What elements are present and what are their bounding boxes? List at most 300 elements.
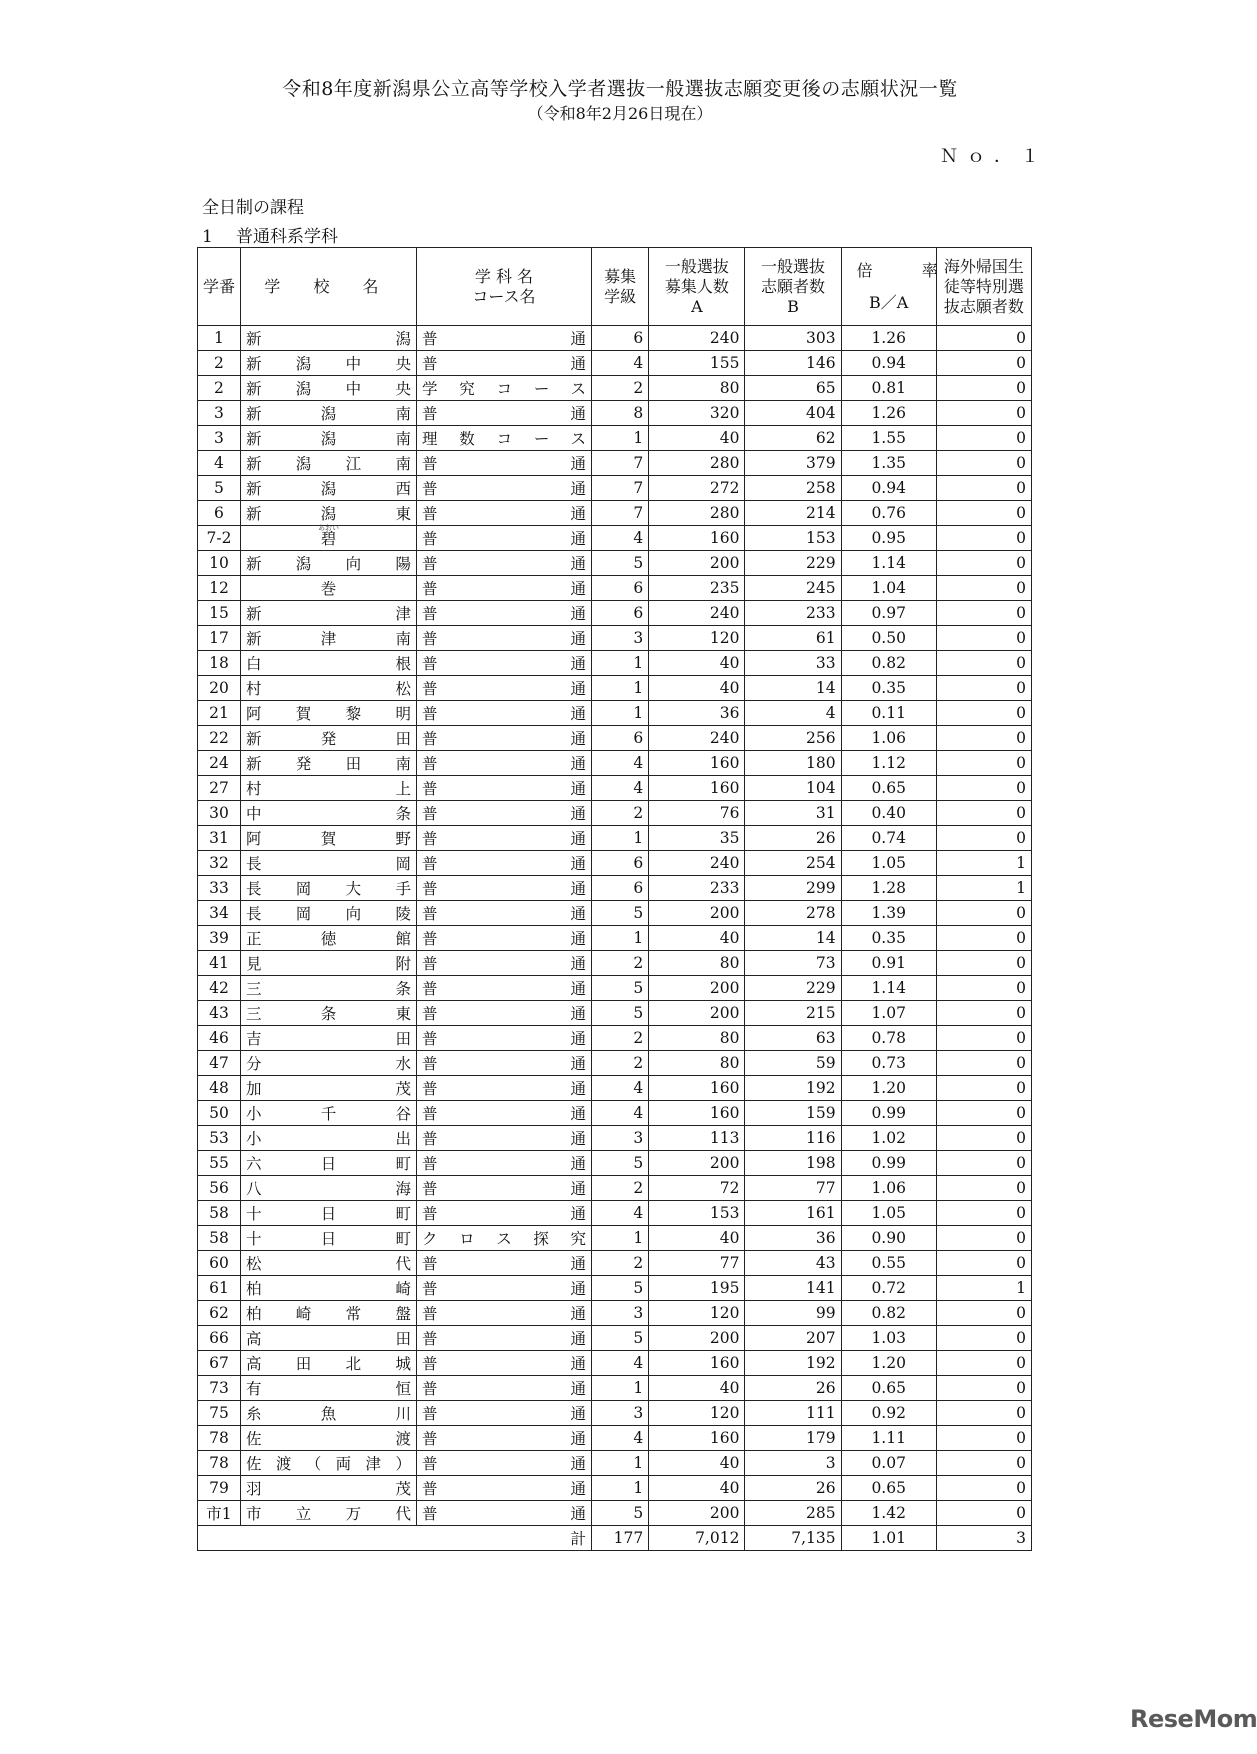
table-row bbox=[198, 876, 1032, 901]
cell-capacity: 40 bbox=[649, 426, 745, 451]
cell-no: 58 bbox=[198, 1226, 241, 1251]
cell-capacity: 36 bbox=[649, 701, 745, 726]
cell-applicants: 146 bbox=[745, 351, 841, 376]
cell-school: 市立万代 bbox=[240, 1501, 416, 1526]
cell-rate: 0.74 bbox=[841, 826, 936, 851]
cell-rate: 1.06 bbox=[841, 726, 936, 751]
cell-no: 30 bbox=[198, 801, 241, 826]
cell-school: 小出 bbox=[240, 1126, 416, 1151]
course-type-heading: 全日制の課程 bbox=[202, 198, 304, 218]
cell-classes: 5 bbox=[591, 1151, 648, 1176]
cell-subject: 普通 bbox=[416, 1326, 591, 1351]
column-header-subject-line1: 学 科 名 bbox=[474, 266, 534, 286]
cell-classes: 5 bbox=[591, 551, 648, 576]
cell-subject: 理数コース bbox=[416, 426, 591, 451]
cell-classes: 1 bbox=[591, 1376, 648, 1401]
cell-overseas: 0 bbox=[936, 476, 1031, 501]
cell-no: 32 bbox=[198, 851, 241, 876]
column-header-classes-line2: 学級 bbox=[604, 286, 637, 306]
cell-school: 十日町 bbox=[240, 1201, 416, 1226]
cell-rate: 0.95 bbox=[841, 526, 936, 551]
cell-overseas: 0 bbox=[936, 1476, 1031, 1501]
cell-subject: 普通 bbox=[416, 951, 591, 976]
cell-capacity: 240 bbox=[649, 326, 745, 351]
cell-classes: 1 bbox=[591, 826, 648, 851]
cell-applicants: 111 bbox=[745, 1401, 841, 1426]
table-row bbox=[198, 976, 1032, 1001]
cell-classes: 3 bbox=[591, 1401, 648, 1426]
cell-overseas: 0 bbox=[936, 326, 1031, 351]
table-row bbox=[198, 1376, 1032, 1401]
cell-classes: 7 bbox=[591, 451, 648, 476]
table-row bbox=[198, 1426, 1032, 1451]
table-row bbox=[198, 576, 1032, 601]
cell-school: 加茂 bbox=[240, 1076, 416, 1101]
cell-rate: 1.04 bbox=[841, 576, 936, 601]
cell-applicants: 14 bbox=[745, 926, 841, 951]
cell-subject: 普通 bbox=[416, 401, 591, 426]
cell-capacity: 160 bbox=[649, 776, 745, 801]
column-header-applicants-line3: B bbox=[787, 296, 799, 316]
cell-rate: 1.07 bbox=[841, 1001, 936, 1026]
table-row bbox=[198, 476, 1032, 501]
table-row bbox=[198, 851, 1032, 876]
cell-overseas: 0 bbox=[936, 1426, 1031, 1451]
school-name: 碧 bbox=[320, 530, 337, 548]
cell-no: 4 bbox=[198, 451, 241, 476]
column-header-rate bbox=[841, 248, 960, 326]
totals-capacity: 7,012 bbox=[649, 1526, 745, 1551]
cell-overseas: 0 bbox=[936, 901, 1031, 926]
cell-no: 3 bbox=[198, 426, 241, 451]
cell-applicants: 59 bbox=[745, 1051, 841, 1076]
cell-school bbox=[240, 526, 416, 551]
cell-school: 松代 bbox=[240, 1251, 416, 1276]
cell-overseas: 0 bbox=[936, 776, 1031, 801]
cell-no: 33 bbox=[198, 876, 241, 901]
cell-capacity: 240 bbox=[649, 851, 745, 876]
cell-subject: 普通 bbox=[416, 526, 591, 551]
cell-applicants: 229 bbox=[745, 551, 841, 576]
cell-rate: 0.91 bbox=[841, 951, 936, 976]
column-header-rate-line1: 倍 率 bbox=[856, 260, 960, 280]
cell-overseas: 0 bbox=[936, 1126, 1031, 1151]
cell-no: 15 bbox=[198, 601, 241, 626]
cell-overseas: 0 bbox=[936, 1101, 1031, 1126]
column-header-capacity-line2: 募集人数 bbox=[664, 276, 729, 296]
cell-rate: 0.65 bbox=[841, 1376, 936, 1401]
cell-classes: 4 bbox=[591, 1426, 648, 1451]
department-heading bbox=[202, 222, 338, 247]
cell-capacity: 240 bbox=[649, 601, 745, 626]
cell-rate: 0.90 bbox=[841, 1226, 936, 1251]
cell-school: 阿賀野 bbox=[240, 826, 416, 851]
cell-subject: 普通 bbox=[416, 1351, 591, 1376]
cell-rate: 0.11 bbox=[841, 701, 936, 726]
table-row bbox=[198, 926, 1032, 951]
cell-applicants: 4 bbox=[745, 701, 841, 726]
table-row bbox=[198, 1276, 1032, 1301]
cell-applicants: 192 bbox=[745, 1351, 841, 1376]
cell-applicants: 180 bbox=[745, 751, 841, 776]
applicant-status-table bbox=[197, 247, 1032, 1551]
cell-overseas: 0 bbox=[936, 1026, 1031, 1051]
cell-rate: 0.82 bbox=[841, 1301, 936, 1326]
cell-applicants: 214 bbox=[745, 501, 841, 526]
cell-subject: 普通 bbox=[416, 1126, 591, 1151]
cell-capacity: 80 bbox=[649, 376, 745, 401]
table-row bbox=[198, 326, 1032, 351]
cell-classes: 2 bbox=[591, 801, 648, 826]
cell-capacity: 120 bbox=[649, 1401, 745, 1426]
cell-overseas: 0 bbox=[936, 1226, 1031, 1251]
cell-no: 78 bbox=[198, 1451, 241, 1476]
table-header-row bbox=[198, 248, 1032, 326]
table-row bbox=[198, 426, 1032, 451]
table-row bbox=[198, 1476, 1032, 1501]
cell-school: 佐渡 bbox=[240, 1426, 416, 1451]
cell-school: 小千谷 bbox=[240, 1101, 416, 1126]
cell-subject: 普通 bbox=[416, 1201, 591, 1226]
cell-subject: 普通 bbox=[416, 476, 591, 501]
table-row bbox=[198, 1351, 1032, 1376]
cell-subject: 普通 bbox=[416, 601, 591, 626]
cell-no: 56 bbox=[198, 1176, 241, 1201]
column-header-applicants-line2: 志願者数 bbox=[761, 276, 826, 296]
cell-overseas: 0 bbox=[936, 451, 1031, 476]
cell-overseas: 0 bbox=[936, 1401, 1031, 1426]
cell-overseas: 0 bbox=[936, 651, 1031, 676]
cell-classes: 1 bbox=[591, 426, 648, 451]
cell-no: 58 bbox=[198, 1201, 241, 1226]
cell-school: 見附 bbox=[240, 951, 416, 976]
cell-no: 41 bbox=[198, 951, 241, 976]
cell-capacity: 160 bbox=[649, 526, 745, 551]
cell-school: 有恒 bbox=[240, 1376, 416, 1401]
cell-capacity: 160 bbox=[649, 1426, 745, 1451]
cell-overseas: 0 bbox=[936, 601, 1031, 626]
cell-no: 市1 bbox=[198, 1501, 241, 1526]
table-row bbox=[198, 826, 1032, 851]
cell-subject: 普通 bbox=[416, 1476, 591, 1501]
cell-classes: 4 bbox=[591, 1076, 648, 1101]
cell-subject: 普通 bbox=[416, 726, 591, 751]
cell-rate: 0.40 bbox=[841, 801, 936, 826]
cell-school: 新潟中央 bbox=[240, 351, 416, 376]
cell-no: 17 bbox=[198, 626, 241, 651]
cell-no: 43 bbox=[198, 1001, 241, 1026]
cell-no: 3 bbox=[198, 401, 241, 426]
cell-capacity: 235 bbox=[649, 576, 745, 601]
cell-subject: 普通 bbox=[416, 351, 591, 376]
cell-school: 新潟江南 bbox=[240, 451, 416, 476]
cell-school: 阿賀黎明 bbox=[240, 701, 416, 726]
cell-no: 5 bbox=[198, 476, 241, 501]
cell-classes: 4 bbox=[591, 1351, 648, 1376]
cell-no: 66 bbox=[198, 1326, 241, 1351]
department-number: 1 bbox=[202, 227, 213, 247]
cell-rate: 1.05 bbox=[841, 1201, 936, 1226]
cell-subject: 普通 bbox=[416, 701, 591, 726]
cell-no: 42 bbox=[198, 976, 241, 1001]
cell-applicants: 245 bbox=[745, 576, 841, 601]
cell-no: 67 bbox=[198, 1351, 241, 1376]
cell-no: 1 bbox=[198, 326, 241, 351]
cell-overseas: 0 bbox=[936, 676, 1031, 701]
cell-classes: 2 bbox=[591, 951, 648, 976]
column-header-overseas-line3: 抜志願者数 bbox=[943, 296, 1024, 316]
table-row bbox=[198, 651, 1032, 676]
cell-capacity: 40 bbox=[649, 676, 745, 701]
table-row bbox=[198, 1026, 1032, 1051]
column-header-overseas bbox=[936, 248, 1031, 326]
cell-school: 長岡大手 bbox=[240, 876, 416, 901]
table-row bbox=[198, 1126, 1032, 1151]
cell-no: 39 bbox=[198, 926, 241, 951]
cell-no: 21 bbox=[198, 701, 241, 726]
cell-classes: 5 bbox=[591, 901, 648, 926]
cell-applicants: 31 bbox=[745, 801, 841, 826]
cell-no: 55 bbox=[198, 1151, 241, 1176]
cell-school: 吉田 bbox=[240, 1026, 416, 1051]
table-row bbox=[198, 1451, 1032, 1476]
cell-classes: 6 bbox=[591, 851, 648, 876]
cell-rate: 1.39 bbox=[841, 901, 936, 926]
cell-no: 50 bbox=[198, 1101, 241, 1126]
cell-applicants: 65 bbox=[745, 376, 841, 401]
cell-school: 三条 bbox=[240, 976, 416, 1001]
table-row bbox=[198, 401, 1032, 426]
cell-rate: 0.92 bbox=[841, 1401, 936, 1426]
cell-capacity: 120 bbox=[649, 626, 745, 651]
table-row bbox=[198, 1401, 1032, 1426]
table-row bbox=[198, 1051, 1032, 1076]
cell-subject: 普通 bbox=[416, 1051, 591, 1076]
column-header-subject-line2: コース名 bbox=[472, 286, 536, 306]
cell-classes: 4 bbox=[591, 526, 648, 551]
cell-applicants: 62 bbox=[745, 426, 841, 451]
cell-school: 佐渡（両津） bbox=[240, 1451, 416, 1476]
table-row bbox=[198, 1326, 1032, 1351]
cell-rate: 0.99 bbox=[841, 1151, 936, 1176]
cell-subject: 普通 bbox=[416, 1426, 591, 1451]
cell-rate: 1.14 bbox=[841, 976, 936, 1001]
cell-capacity: 80 bbox=[649, 1051, 745, 1076]
cell-classes: 4 bbox=[591, 751, 648, 776]
table-row bbox=[198, 1301, 1032, 1326]
cell-school: 新津 bbox=[240, 601, 416, 626]
cell-rate: 0.94 bbox=[841, 351, 936, 376]
cell-subject: 普通 bbox=[416, 1076, 591, 1101]
cell-rate: 1.05 bbox=[841, 851, 936, 876]
cell-school: 新潟中央 bbox=[240, 376, 416, 401]
cell-overseas: 0 bbox=[936, 551, 1031, 576]
table-row bbox=[198, 1001, 1032, 1026]
cell-classes: 3 bbox=[591, 1301, 648, 1326]
cell-rate: 1.11 bbox=[841, 1426, 936, 1451]
cell-classes: 1 bbox=[591, 1451, 648, 1476]
cell-no: 60 bbox=[198, 1251, 241, 1276]
cell-rate: 1.42 bbox=[841, 1501, 936, 1526]
cell-subject: 普通 bbox=[416, 801, 591, 826]
cell-classes: 6 bbox=[591, 326, 648, 351]
cell-classes: 7 bbox=[591, 501, 648, 526]
cell-applicants: 14 bbox=[745, 676, 841, 701]
page-number: Ｎｏ．１ bbox=[940, 146, 1048, 167]
cell-applicants: 116 bbox=[745, 1126, 841, 1151]
cell-capacity: 320 bbox=[649, 401, 745, 426]
cell-overseas: 0 bbox=[936, 376, 1031, 401]
cell-subject: 普通 bbox=[416, 626, 591, 651]
cell-subject: 普通 bbox=[416, 851, 591, 876]
cell-classes: 3 bbox=[591, 626, 648, 651]
cell-classes: 2 bbox=[591, 1026, 648, 1051]
cell-applicants: 153 bbox=[745, 526, 841, 551]
cell-capacity: 280 bbox=[649, 501, 745, 526]
cell-capacity: 80 bbox=[649, 951, 745, 976]
cell-classes: 1 bbox=[591, 701, 648, 726]
cell-applicants: 77 bbox=[745, 1176, 841, 1201]
cell-school: 高田北城 bbox=[240, 1351, 416, 1376]
column-header-classes-line1: 募集 bbox=[604, 266, 637, 286]
table-row bbox=[198, 801, 1032, 826]
cell-no: 22 bbox=[198, 726, 241, 751]
cell-applicants: 159 bbox=[745, 1101, 841, 1126]
cell-classes: 6 bbox=[591, 576, 648, 601]
cell-school: 村上 bbox=[240, 776, 416, 801]
cell-no: 20 bbox=[198, 676, 241, 701]
resemom-watermark-logo: ReseMom bbox=[1130, 1705, 1257, 1733]
cell-rate: 0.78 bbox=[841, 1026, 936, 1051]
cell-applicants: 299 bbox=[745, 876, 841, 901]
cell-subject: 普通 bbox=[416, 1176, 591, 1201]
cell-classes: 6 bbox=[591, 726, 648, 751]
cell-overseas: 0 bbox=[936, 1076, 1031, 1101]
cell-applicants: 36 bbox=[745, 1226, 841, 1251]
school-name: 巻 bbox=[320, 580, 337, 598]
column-header-classes bbox=[591, 248, 648, 326]
cell-capacity: 40 bbox=[649, 651, 745, 676]
cell-applicants: 254 bbox=[745, 851, 841, 876]
cell-subject: 普通 bbox=[416, 1376, 591, 1401]
cell-classes: 2 bbox=[591, 1251, 648, 1276]
cell-subject: 普通 bbox=[416, 326, 591, 351]
cell-subject: クロス探究 bbox=[416, 1226, 591, 1251]
cell-no: 48 bbox=[198, 1076, 241, 1101]
cell-school: 新発田南 bbox=[240, 751, 416, 776]
cell-rate: 1.14 bbox=[841, 551, 936, 576]
column-header-overseas-line2: 徒等特別選 bbox=[943, 276, 1024, 296]
cell-school: 新潟西 bbox=[240, 476, 416, 501]
cell-rate: 1.35 bbox=[841, 451, 936, 476]
cell-subject: 普通 bbox=[416, 1301, 591, 1326]
totals-rate: 1.01 bbox=[841, 1526, 936, 1551]
cell-rate: 1.20 bbox=[841, 1076, 936, 1101]
cell-capacity: 200 bbox=[649, 1326, 745, 1351]
cell-school: 新潟向陽 bbox=[240, 551, 416, 576]
column-header-school: 学 校 名 bbox=[240, 248, 416, 326]
cell-capacity: 40 bbox=[649, 1476, 745, 1501]
cell-no: 7-2 bbox=[198, 526, 241, 551]
cell-school: 新潟東 bbox=[240, 501, 416, 526]
cell-school bbox=[240, 576, 416, 601]
school-ruby: あおい bbox=[317, 524, 339, 532]
cell-overseas: 0 bbox=[936, 726, 1031, 751]
cell-overseas: 0 bbox=[936, 1176, 1031, 1201]
cell-no: 78 bbox=[198, 1426, 241, 1451]
cell-school: 羽茂 bbox=[240, 1476, 416, 1501]
cell-subject: 普通 bbox=[416, 1451, 591, 1476]
cell-overseas: 0 bbox=[936, 526, 1031, 551]
cell-overseas: 1 bbox=[936, 851, 1031, 876]
cell-subject: 普通 bbox=[416, 1276, 591, 1301]
cell-capacity: 240 bbox=[649, 726, 745, 751]
column-header-subject bbox=[416, 248, 591, 326]
cell-no: 46 bbox=[198, 1026, 241, 1051]
cell-school: 新津南 bbox=[240, 626, 416, 651]
table-row bbox=[198, 501, 1032, 526]
cell-classes: 1 bbox=[591, 676, 648, 701]
cell-subject: 普通 bbox=[416, 1251, 591, 1276]
cell-school: 高田 bbox=[240, 1326, 416, 1351]
cell-subject: 普通 bbox=[416, 926, 591, 951]
cell-school: 六日町 bbox=[240, 1151, 416, 1176]
cell-overseas: 0 bbox=[936, 751, 1031, 776]
cell-rate: 1.20 bbox=[841, 1351, 936, 1376]
table-row bbox=[198, 1226, 1032, 1251]
cell-school: 八海 bbox=[240, 1176, 416, 1201]
cell-classes: 4 bbox=[591, 1101, 648, 1126]
cell-capacity: 200 bbox=[649, 551, 745, 576]
cell-capacity: 76 bbox=[649, 801, 745, 826]
cell-overseas: 0 bbox=[936, 1451, 1031, 1476]
cell-classes: 6 bbox=[591, 601, 648, 626]
cell-subject: 普通 bbox=[416, 751, 591, 776]
cell-applicants: 198 bbox=[745, 1151, 841, 1176]
column-header-capacity-line1: 一般選抜 bbox=[664, 256, 729, 276]
cell-overseas: 0 bbox=[936, 501, 1031, 526]
cell-rate: 0.81 bbox=[841, 376, 936, 401]
cell-capacity: 280 bbox=[649, 451, 745, 476]
column-header-applicants-line1: 一般選抜 bbox=[761, 256, 826, 276]
cell-applicants: 179 bbox=[745, 1426, 841, 1451]
totals-label: 計 bbox=[198, 1526, 592, 1551]
date-note: （令和8年2月26日現在） bbox=[527, 104, 713, 123]
cell-rate: 0.76 bbox=[841, 501, 936, 526]
cell-overseas: 0 bbox=[936, 951, 1031, 976]
cell-rate: 1.55 bbox=[841, 426, 936, 451]
cell-classes: 5 bbox=[591, 1501, 648, 1526]
cell-applicants: 215 bbox=[745, 1001, 841, 1026]
cell-overseas: 0 bbox=[936, 351, 1031, 376]
table-row bbox=[198, 701, 1032, 726]
cell-subject: 普通 bbox=[416, 1401, 591, 1426]
cell-subject: 普通 bbox=[416, 1101, 591, 1126]
cell-school: 三条東 bbox=[240, 1001, 416, 1026]
cell-overseas: 0 bbox=[936, 926, 1031, 951]
cell-overseas: 0 bbox=[936, 401, 1031, 426]
cell-classes: 1 bbox=[591, 651, 648, 676]
cell-subject: 普通 bbox=[416, 676, 591, 701]
table-row bbox=[198, 676, 1032, 701]
cell-classes: 2 bbox=[591, 1176, 648, 1201]
cell-overseas: 0 bbox=[936, 1051, 1031, 1076]
cell-capacity: 113 bbox=[649, 1126, 745, 1151]
table-body bbox=[198, 326, 1032, 1526]
cell-subject: 普通 bbox=[416, 776, 591, 801]
cell-classes: 5 bbox=[591, 1326, 648, 1351]
table-row bbox=[198, 376, 1032, 401]
